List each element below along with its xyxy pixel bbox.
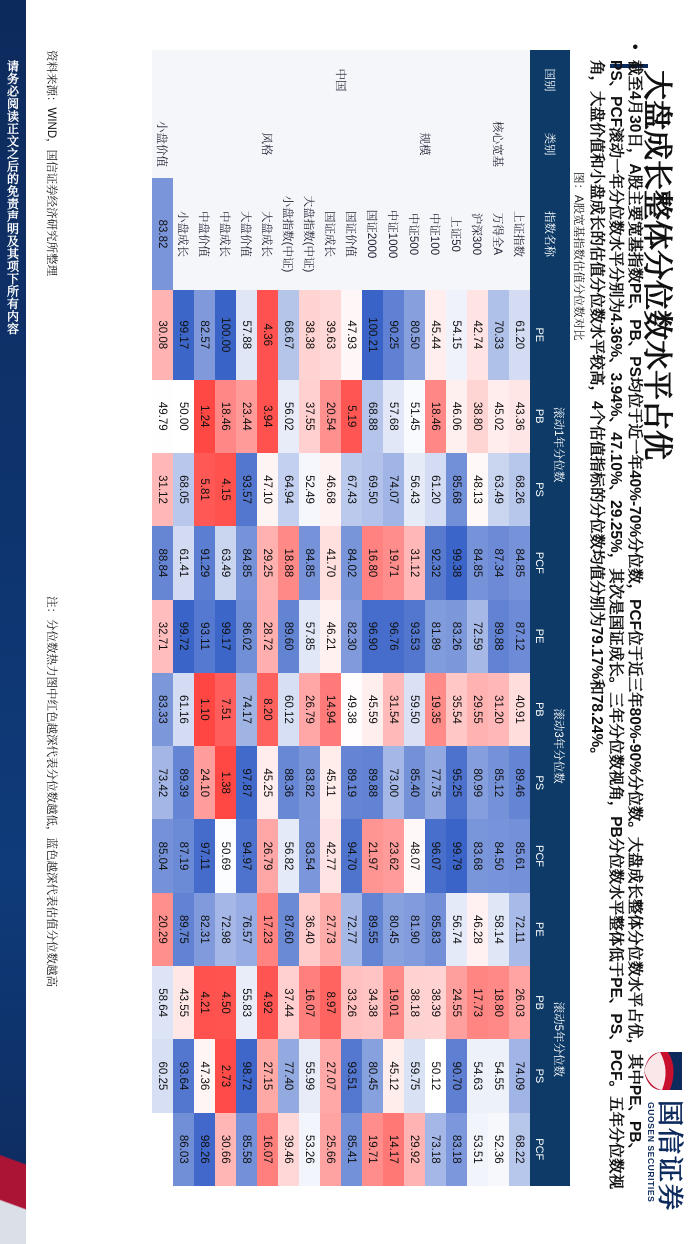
value-cell: 58.64 — [152, 966, 173, 1039]
value-cell: 1.10 — [194, 673, 215, 746]
value-cell: 18.46 — [215, 380, 236, 453]
value-cell: 94.97 — [236, 819, 257, 892]
index-name-cell: 中盘价值 — [194, 178, 215, 290]
table-row — [341, 50, 362, 1186]
value-cell: 90.70 — [446, 1039, 467, 1112]
value-cell: 99.17 — [215, 600, 236, 673]
value-cell: 16.07 — [299, 966, 320, 1039]
value-cell: 29.55 — [467, 673, 488, 746]
heatmap-note: 注：分位数热力图中红色越深代表分位数越低，蓝色越深代表估值分位数越高 — [45, 596, 57, 987]
value-cell: 74.07 — [383, 453, 404, 526]
value-cell: 61.20 — [425, 453, 446, 526]
value-cell: 89.88 — [488, 600, 509, 673]
value-cell: 45.11 — [320, 746, 341, 819]
value-cell: 99.72 — [173, 600, 194, 673]
value-cell: 95.25 — [446, 746, 467, 819]
value-cell: 18.46 — [425, 380, 446, 453]
value-cell: 14.94 — [320, 673, 341, 746]
value-cell: 76.57 — [236, 893, 257, 966]
value-cell: 24.55 — [446, 966, 467, 1039]
value-cell: 24.10 — [194, 746, 215, 819]
value-cell: 84.85 — [509, 526, 530, 599]
value-cell: 4.15 — [215, 453, 236, 526]
value-cell: 61.41 — [173, 526, 194, 599]
value-cell: 1.38 — [215, 746, 236, 819]
value-cell: 60.12 — [278, 673, 299, 746]
value-cell: 80.45 — [383, 893, 404, 966]
value-cell: 69.50 — [362, 453, 383, 526]
company-logo — [636, 1048, 692, 1238]
value-cell: 57.68 — [383, 380, 404, 453]
value-cell: 30.08 — [152, 290, 173, 380]
table-row — [299, 50, 320, 1186]
table-row — [362, 50, 383, 1186]
value-cell: 50.69 — [215, 819, 236, 892]
value-cell: 53.51 — [467, 1113, 488, 1186]
table-body — [152, 50, 530, 1186]
header-metric: PB — [530, 673, 548, 746]
value-cell: 20.29 — [152, 893, 173, 966]
country-cell: 中国 — [152, 50, 530, 110]
value-cell: 82.57 — [194, 290, 215, 380]
value-cell: 28.72 — [257, 600, 278, 673]
value-cell: 81.90 — [404, 893, 425, 966]
category-cell — [362, 110, 383, 178]
value-cell: 23.44 — [236, 380, 257, 453]
value-cell: 99.38 — [446, 526, 467, 599]
value-cell: 49.79 — [152, 380, 173, 453]
header-group-5y: 滚动5年分位数 — [548, 893, 570, 1186]
value-cell: 72.77 — [341, 893, 362, 966]
value-cell: 85.41 — [341, 1113, 362, 1186]
index-name-cell: 小盘成长 — [173, 178, 194, 290]
value-cell: 45.44 — [425, 290, 446, 380]
value-cell: 38.18 — [404, 966, 425, 1039]
value-cell: 100.00 — [215, 290, 236, 380]
value-cell: 83.26 — [446, 600, 467, 673]
value-cell: 56.02 — [278, 380, 299, 453]
index-name-cell: 中证100 — [425, 178, 446, 290]
table-row — [446, 50, 467, 1186]
value-cell: 50.12 — [425, 1039, 446, 1112]
value-cell: 67.43 — [341, 453, 362, 526]
value-cell: 89.46 — [509, 746, 530, 819]
value-cell: 41.70 — [320, 526, 341, 599]
value-cell: 74.17 — [236, 673, 257, 746]
index-name-cell: 中证500 — [404, 178, 425, 290]
value-cell: 83.18 — [446, 1113, 467, 1186]
index-name-cell: 小盘价值 — [152, 110, 173, 178]
value-cell: 93.53 — [404, 600, 425, 673]
header-metric: PE — [530, 600, 548, 673]
value-cell: 59.50 — [404, 673, 425, 746]
table-row — [509, 50, 530, 1186]
value-cell: 55.83 — [236, 966, 257, 1039]
value-cell: 30.66 — [215, 1113, 236, 1186]
value-cell: 46.28 — [467, 893, 488, 966]
value-cell: 29.25 — [257, 526, 278, 599]
value-cell: 47.93 — [341, 290, 362, 380]
value-cell: 61.16 — [173, 673, 194, 746]
value-cell: 39.46 — [278, 1113, 299, 1186]
value-cell: 27.15 — [257, 1039, 278, 1112]
value-cell: 98.72 — [236, 1039, 257, 1112]
value-cell: 68.26 — [509, 453, 530, 526]
value-cell: 84.02 — [341, 526, 362, 599]
header-metric: PCF — [530, 526, 548, 599]
value-cell: 26.79 — [257, 819, 278, 892]
value-cell: 7.51 — [215, 673, 236, 746]
header-metric: PCF — [530, 819, 548, 892]
index-name-cell: 上证指数 — [509, 178, 530, 290]
value-cell: 45.59 — [362, 673, 383, 746]
index-name-cell: 上证50 — [446, 178, 467, 290]
value-cell: 85.58 — [236, 1113, 257, 1186]
value-cell: 83.82 — [299, 746, 320, 819]
header-metric: PS — [530, 1039, 548, 1112]
value-cell: 33.26 — [341, 966, 362, 1039]
header-metric: PE — [530, 893, 548, 966]
value-cell: 48.07 — [404, 819, 425, 892]
logo-text-cn: 国信证券 — [655, 1100, 685, 1213]
value-cell: 82.30 — [341, 600, 362, 673]
value-cell: 85.04 — [152, 819, 173, 892]
value-cell: 56.74 — [446, 893, 467, 966]
value-cell: 96.90 — [362, 600, 383, 673]
value-cell: 2.73 — [215, 1039, 236, 1112]
value-cell: 86.03 — [173, 1113, 194, 1186]
value-cell: 56.43 — [404, 453, 425, 526]
value-cell: 50.00 — [173, 380, 194, 453]
value-cell: 4.36 — [257, 290, 278, 380]
value-cell: 60.25 — [152, 1039, 173, 1112]
value-cell: 25.66 — [320, 1113, 341, 1186]
table-row — [320, 50, 341, 1186]
index-name-cell: 国证成长 — [320, 178, 341, 290]
value-cell: 37.44 — [278, 966, 299, 1039]
value-cell: 72.98 — [215, 893, 236, 966]
index-name-cell: 中盘成长 — [215, 178, 236, 290]
table-row — [257, 50, 278, 1186]
header-metric: PB — [530, 966, 548, 1039]
value-cell: 42.77 — [320, 819, 341, 892]
value-cell: 45.25 — [257, 746, 278, 819]
index-name-cell: 小盘指数(中证) — [278, 178, 299, 290]
value-cell: 54.63 — [467, 1039, 488, 1112]
value-cell: 63.49 — [215, 526, 236, 599]
value-cell: 80.99 — [467, 746, 488, 819]
value-cell: 26.03 — [509, 966, 530, 1039]
value-cell: 89.88 — [362, 746, 383, 819]
category-cell: 规模 — [383, 110, 467, 178]
value-cell: 19.01 — [383, 966, 404, 1039]
value-cell: 83.33 — [152, 673, 173, 746]
value-cell: 68.88 — [362, 380, 383, 453]
value-cell: 83.54 — [299, 819, 320, 892]
value-cell: 89.19 — [341, 746, 362, 819]
value-cell: 36.40 — [299, 893, 320, 966]
value-cell: 99.17 — [173, 290, 194, 380]
value-cell: 81.89 — [425, 600, 446, 673]
disclaimer-text: 请务必阅读正文之后的免责声明及其项下所有内容 — [5, 60, 20, 335]
valuation-table-wrap — [152, 50, 570, 1186]
value-cell: 94.70 — [341, 819, 362, 892]
value-cell: 16.80 — [362, 526, 383, 599]
value-cell: 14.17 — [383, 1113, 404, 1186]
value-cell: 43.55 — [173, 966, 194, 1039]
value-cell: 91.29 — [194, 526, 215, 599]
value-cell: 85.61 — [509, 819, 530, 892]
value-cell: 49.38 — [341, 673, 362, 746]
value-cell: 97.11 — [194, 819, 215, 892]
value-cell: 31.12 — [152, 453, 173, 526]
value-cell: 72.59 — [467, 600, 488, 673]
value-cell: 4.21 — [194, 966, 215, 1039]
value-cell: 61.20 — [509, 290, 530, 380]
value-cell: 4.92 — [257, 966, 278, 1039]
value-cell: 19.35 — [425, 673, 446, 746]
value-cell: 73.18 — [425, 1113, 446, 1186]
value-cell: 19.71 — [383, 526, 404, 599]
header-metric: PB — [530, 380, 548, 453]
header-category: 类别 — [530, 110, 570, 178]
value-cell: 87.34 — [488, 526, 509, 599]
value-cell: 92.32 — [425, 526, 446, 599]
value-cell: 38.38 — [299, 290, 320, 380]
table-row — [467, 50, 488, 1186]
header-country: 国别 — [530, 50, 570, 110]
logo-text-en: GUOSEN SECURITIES — [646, 1102, 656, 1203]
value-cell: 83.68 — [467, 819, 488, 892]
value-cell: 26.79 — [299, 673, 320, 746]
value-cell: 42.74 — [467, 290, 488, 380]
value-cell: 89.75 — [173, 893, 194, 966]
index-name-cell: 万得全A — [488, 178, 509, 290]
value-cell: 45.12 — [383, 1039, 404, 1112]
value-cell: 93.64 — [173, 1039, 194, 1112]
value-cell: 59.75 — [404, 1039, 425, 1112]
valuation-percentile-table — [152, 50, 570, 1186]
value-cell: 46.06 — [446, 380, 467, 453]
value-cell: 32.71 — [152, 600, 173, 673]
value-cell: 8.20 — [257, 673, 278, 746]
value-cell: 84.50 — [488, 819, 509, 892]
value-cell: 18.80 — [488, 966, 509, 1039]
value-cell: 46.68 — [320, 453, 341, 526]
value-cell: 89.60 — [278, 600, 299, 673]
value-cell: 68.05 — [173, 453, 194, 526]
value-cell: 64.94 — [278, 453, 299, 526]
table-row — [404, 50, 425, 1186]
value-cell: 20.54 — [320, 380, 341, 453]
index-name-cell: 大盘成长 — [257, 178, 278, 290]
header-group-1y: 滚动1年分位数 — [548, 290, 570, 600]
value-cell: 37.55 — [299, 380, 320, 453]
value-cell: 46.21 — [320, 600, 341, 673]
value-cell: 93.11 — [194, 600, 215, 673]
disclaimer — [0, 0, 26, 1244]
value-cell: 85.40 — [404, 746, 425, 819]
value-cell: 57.88 — [236, 290, 257, 380]
value-cell: 80.50 — [404, 290, 425, 380]
table-row — [152, 50, 173, 1186]
value-cell: 31.12 — [404, 526, 425, 599]
value-cell: 5.19 — [341, 380, 362, 453]
value-cell: 73.42 — [152, 746, 173, 819]
header-metric: PS — [530, 453, 548, 526]
value-cell: 84.85 — [236, 526, 257, 599]
value-cell: 77.40 — [278, 1039, 299, 1112]
value-cell: 52.36 — [488, 1113, 509, 1186]
value-cell: 77.75 — [425, 746, 446, 819]
table-row — [173, 50, 194, 1186]
table-row — [215, 50, 236, 1186]
value-cell: 84.85 — [467, 526, 488, 599]
value-cell: 68.22 — [509, 1113, 530, 1186]
value-cell: 48.13 — [467, 453, 488, 526]
value-cell: 53.26 — [299, 1113, 320, 1186]
value-cell: 84.85 — [299, 526, 320, 599]
value-cell: 16.07 — [257, 1113, 278, 1186]
value-cell: 87.12 — [509, 600, 530, 673]
value-cell: 96.76 — [383, 600, 404, 673]
value-cell: 100.21 — [362, 290, 383, 380]
value-cell: 83.82 — [152, 178, 173, 290]
index-name-cell: 中证1000 — [383, 178, 404, 290]
value-cell: 88.84 — [152, 526, 173, 599]
value-cell: 88.36 — [278, 746, 299, 819]
value-cell: 54.15 — [446, 290, 467, 380]
value-cell: 45.02 — [488, 380, 509, 453]
value-cell: 8.97 — [320, 966, 341, 1039]
header-metric: PE — [530, 290, 548, 380]
value-cell: 85.83 — [425, 893, 446, 966]
table-row — [425, 50, 446, 1186]
value-cell: 68.67 — [278, 290, 299, 380]
index-name-cell: 国证2000 — [362, 178, 383, 290]
value-cell: 73.00 — [383, 746, 404, 819]
value-cell: 93.51 — [341, 1039, 362, 1112]
header-metric: PS — [530, 746, 548, 819]
value-cell: 23.62 — [383, 819, 404, 892]
value-cell: 93.57 — [236, 453, 257, 526]
summary-paragraph — [587, 44, 644, 1190]
value-cell: 90.25 — [383, 290, 404, 380]
value-cell: 98.26 — [194, 1113, 215, 1186]
value-cell: 31.54 — [383, 673, 404, 746]
value-cell: 89.39 — [173, 746, 194, 819]
value-cell: 27.73 — [320, 893, 341, 966]
value-cell: 47.10 — [257, 453, 278, 526]
value-cell: 19.71 — [362, 1113, 383, 1186]
value-cell: 99.79 — [446, 819, 467, 892]
value-cell: 54.55 — [488, 1039, 509, 1112]
header-group-3y: 滚动3年分位数 — [548, 600, 570, 893]
index-name-cell: 国证价值 — [341, 178, 362, 290]
value-cell: 31.20 — [488, 673, 509, 746]
value-cell: 3.94 — [257, 380, 278, 453]
header-index-name: 指数名称 — [530, 178, 570, 290]
value-cell: 38.39 — [425, 966, 446, 1039]
value-cell: 18.88 — [278, 526, 299, 599]
table-row — [278, 50, 299, 1186]
value-cell: 89.55 — [362, 893, 383, 966]
bullet-dot: • — [626, 44, 643, 50]
value-cell: 35.54 — [446, 673, 467, 746]
category-cell: 核心宽基 — [467, 110, 530, 178]
source-note: 资料来源：WIND，国信证券经济研究所整理 — [45, 50, 57, 277]
value-cell: 63.49 — [488, 453, 509, 526]
value-cell: 1.24 — [194, 380, 215, 453]
table-caption: 图：A股宽基指数估值分位数对比 — [572, 172, 584, 341]
value-cell: 70.33 — [488, 290, 509, 380]
value-cell: 80.45 — [362, 1039, 383, 1112]
value-cell: 39.63 — [320, 290, 341, 380]
value-cell: 85.12 — [488, 746, 509, 819]
value-cell: 5.81 — [194, 453, 215, 526]
value-cell: 34.38 — [362, 966, 383, 1039]
page-title: 大盘成长整体分位数水平占优 — [640, 70, 673, 460]
table-row — [236, 50, 257, 1186]
index-name-cell: 沪深300 — [467, 178, 488, 290]
index-name-cell: 大盘指数(中证) — [299, 178, 320, 290]
value-cell: 29.92 — [404, 1113, 425, 1186]
value-cell: 87.60 — [278, 893, 299, 966]
value-cell: 97.87 — [236, 746, 257, 819]
value-cell: 17.23 — [257, 893, 278, 966]
index-name-cell: 大盘价值 — [236, 178, 257, 290]
table-row — [488, 50, 509, 1186]
value-cell: 58.14 — [488, 893, 509, 966]
value-cell: 96.07 — [425, 819, 446, 892]
value-cell: 86.02 — [236, 600, 257, 673]
value-cell: 43.36 — [509, 380, 530, 453]
slide-content — [26, 0, 700, 1244]
header-metric: PCF — [530, 1113, 548, 1186]
summary-text: 截至4月30日，A股主要宽基指数PE、PB、PS均位于近一年40%-70%分位数，PCF位于近三年80%-90%分位数。大盘成长整体分位数水平占优，其中PE、PB、PS、PCF滚动一年分位数水平分别为4.36%、3.94%、47.10%、29.25%，其次是国证成长。三年分位数视角，PB分位数水平整体低于PE、PS、PCF。五年分位数视角，大盘价值和小盘成长的估值分位数水平较高，4个估值指标的分位数均值分别为79.17%和78.24%。 — [588, 60, 643, 1190]
logo-icon — [642, 1048, 688, 1094]
value-cell: 72.11 — [509, 893, 530, 966]
table-row — [383, 50, 404, 1186]
value-cell: 4.50 — [215, 966, 236, 1039]
value-cell: 56.82 — [278, 819, 299, 892]
value-cell: 52.49 — [299, 453, 320, 526]
value-cell: 17.73 — [467, 966, 488, 1039]
value-cell: 47.36 — [194, 1039, 215, 1112]
value-cell: 27.07 — [320, 1039, 341, 1112]
value-cell: 82.31 — [194, 893, 215, 966]
value-cell: 74.09 — [509, 1039, 530, 1112]
value-cell: 87.19 — [173, 819, 194, 892]
category-cell: 风格 — [173, 110, 362, 178]
value-cell: 85.68 — [446, 453, 467, 526]
value-cell: 38.80 — [467, 380, 488, 453]
value-cell: 51.45 — [404, 380, 425, 453]
value-cell: 55.99 — [299, 1039, 320, 1112]
value-cell: 21.97 — [362, 819, 383, 892]
value-cell: 40.91 — [509, 673, 530, 746]
table-row — [194, 50, 215, 1186]
value-cell: 57.85 — [299, 600, 320, 673]
